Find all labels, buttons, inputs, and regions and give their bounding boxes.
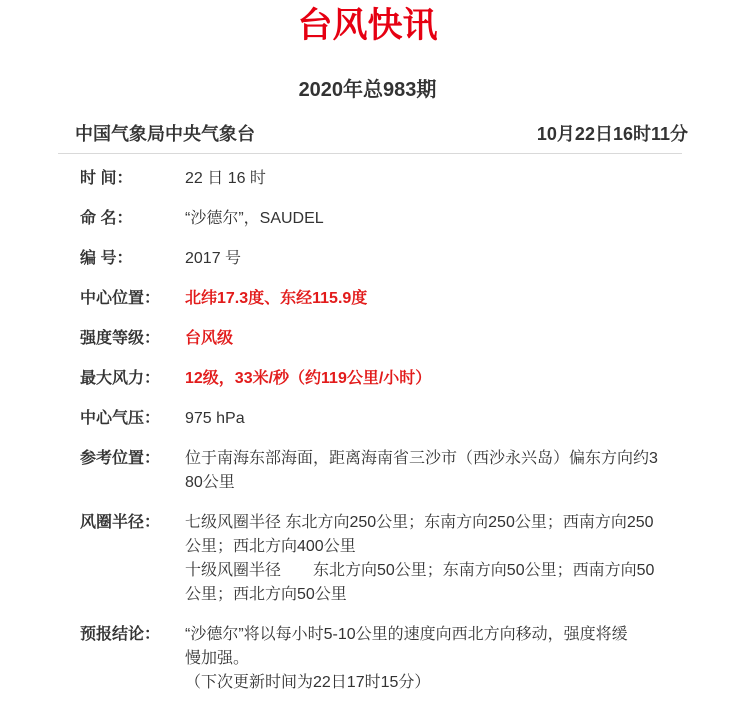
row-value-reference-position <box>185 447 695 495</box>
info-row-forecast-conclusion <box>80 623 695 695</box>
row-label-max-wind: 最大风力： <box>80 370 161 387</box>
value-line: 北纬17.3度、东经115.9度 <box>185 290 368 307</box>
row-label-reference-position: 参考位置： <box>80 450 161 467</box>
row-label-forecast-conclusion: 预报结论： <box>80 626 161 643</box>
info-table <box>80 167 695 695</box>
value-line: 公里；西北方向50公里 <box>185 586 347 603</box>
row-value-number <box>185 247 695 271</box>
row-label-center-position: 中心位置： <box>80 290 161 307</box>
info-row-max-wind <box>80 367 695 391</box>
typhoon-bulletin <box>0 5 735 695</box>
value-line: 十级风圈半径 东北方向50公里；东南方向50公里；西南方向50 <box>185 562 655 579</box>
header-divider <box>58 153 682 154</box>
row-label-number: 编 号： <box>80 250 133 267</box>
row-value-name <box>185 207 695 231</box>
value-line: 80公里 <box>185 474 235 491</box>
value-line: 台风级 <box>185 330 234 347</box>
value-line: 公里；西北方向400公里 <box>185 538 356 555</box>
value-line: 12级，33米/秒（约119公里/小时） <box>185 370 432 387</box>
info-row-number <box>80 247 695 271</box>
row-label-intensity-level: 强度等级： <box>80 330 161 347</box>
info-row-center-pressure <box>80 407 695 431</box>
agency-name: 中国气象局中央气象台 <box>75 124 255 144</box>
info-row-time <box>80 167 695 191</box>
value-line: 2017 号 <box>185 250 242 267</box>
row-label-wind-circle-radius: 风圈半径： <box>80 514 161 531</box>
row-value-time <box>185 167 695 191</box>
row-value-wind-circle-radius <box>185 511 695 607</box>
info-row-wind-circle-radius <box>80 511 695 607</box>
value-line: 七级风圈半径 东北方向250公里；东南方向250公里；西南方向250 <box>185 514 654 531</box>
row-label-center-pressure: 中心气压： <box>80 410 161 427</box>
info-row-name <box>80 207 695 231</box>
row-label-time: 时 间： <box>80 170 133 187</box>
row-value-center-position <box>185 287 695 311</box>
info-row-reference-position <box>80 447 695 495</box>
value-line: “沙德尔”将以每小时5-10公里的速度向西北方向移动，强度将缓 <box>185 626 628 643</box>
row-value-intensity-level <box>185 327 695 351</box>
value-line: 975 hPa <box>185 410 245 427</box>
value-line: 22 日 16 时 <box>185 170 266 187</box>
value-line: 慢加强。 <box>185 650 250 667</box>
row-value-center-pressure <box>185 407 695 431</box>
publish-time: 10月22日16时11分 <box>536 124 688 144</box>
row-value-max-wind <box>185 367 695 391</box>
info-row-center-position <box>80 287 695 311</box>
value-line: “沙德尔”，SAUDEL <box>185 210 324 227</box>
issue-number: 2020年总983期 <box>298 79 437 101</box>
page-title: 台风快讯 <box>297 6 438 45</box>
value-line: 位于南海东部海面，距离海南省三沙市（西沙永兴岛）偏东方向约3 <box>185 450 658 467</box>
row-value-forecast-conclusion <box>185 623 695 695</box>
value-line: （下次更新时间为22日17时15分） <box>185 674 431 691</box>
info-row-intensity-level <box>80 327 695 351</box>
meta-row <box>75 123 688 146</box>
row-label-name: 命 名： <box>80 210 133 227</box>
